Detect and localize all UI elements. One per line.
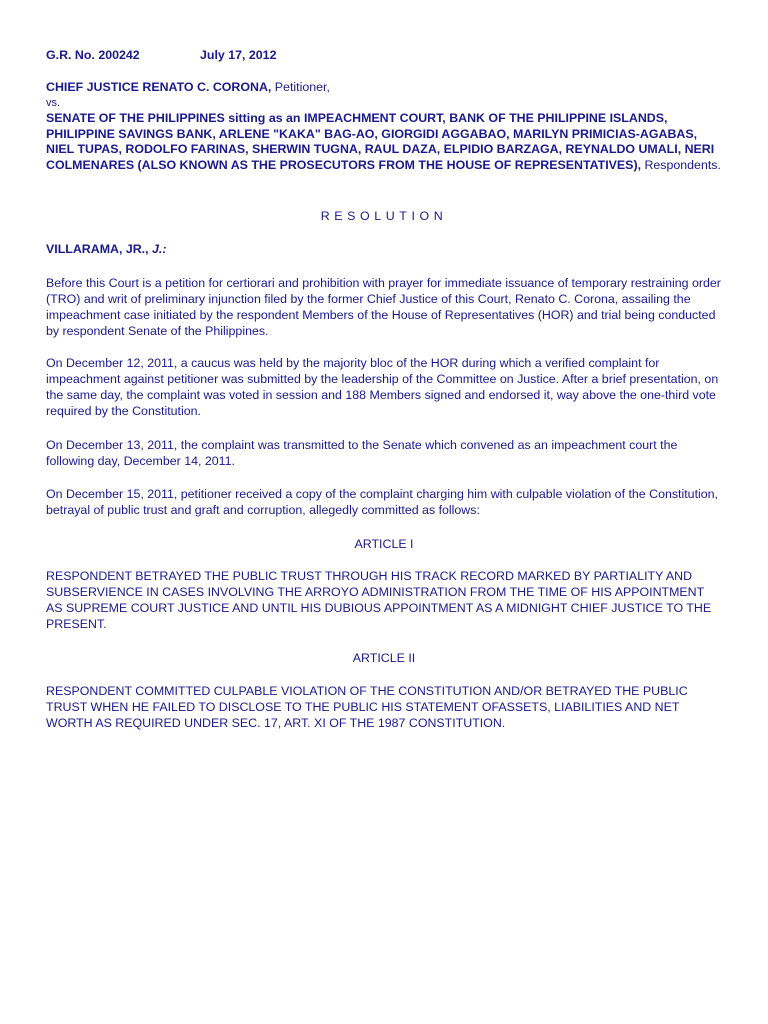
article-text: RESPONDENT BETRAYED THE PUBLIC TRUST THROUGH HIS TRACK RECORD MARKED BY PARTIALITY AND SUBSERVIENCE IN CASES INVOLVING THE ARROYO ADMINISTRATION FROM THE TIME OF HIS APPOINTMENT AS SUPREME COURT JUSTICE AND UNTIL HIS DUBIOUS APPOINTMENT AS A MIDNIGHT CHIEF JUSTICE TO THE PRESENT. <box>46 569 712 631</box>
document-title: RESOLUTION <box>320 209 448 223</box>
paragraph: On December 13, 2011, the complaint was transmitted to the Senate which convened as an impeachment court the following day, December 14, 2011. <box>46 438 678 468</box>
versus-line: vs. <box>46 97 61 109</box>
petitioner-line <box>46 79 722 95</box>
article-heading: ARTICLE I <box>354 537 414 551</box>
case-header <box>46 47 277 63</box>
case-number: G.R. No. 200242 <box>46 48 140 62</box>
respondents-role: Respondents. <box>641 157 721 172</box>
petitioner-role: Petitioner, <box>271 80 330 94</box>
respondents-names: SENATE OF THE PHILIPPINES sitting as an IMPEACHMENT COURT, BANK OF THE PHILIPPINE ISLANDS, PHILIPPINE SAVINGS BANK, ARLENE "KAKA" BAG-AO, GIORGIDI AGGABAO, MARILYN PRIMICIAS-AGABAS, NIEL TUPAS, RODOLFO FARINAS, SHERWIN TUGNA, RAUL DAZA, ELPIDIO BARZAGA, REYNALDO UMALI, NERI COLMENARES (ALSO KNOWN AS THE PROSECUTORS FROM THE HOUSE OF REPRESENTATIVES), <box>46 111 715 172</box>
paragraph: On December 12, 2011, a caucus was held by the majority bloc of the HOR during which a verified complaint for impeachment against petitioner was submitted by the leadership of the Committee on Justice. After a brief presentation, on the same day, the complaint was voted in session and 188 Members signed and endorsed it, way above the one-third vote required by the Constitution. <box>46 356 719 418</box>
respondents-block <box>46 111 722 173</box>
ponente-suffix: J.: <box>152 242 167 256</box>
ponente-name: VILLARAMA, JR., <box>46 242 153 256</box>
article-text: RESPONDENT COMMITTED CULPABLE VIOLATION OF THE CONSTITUTION AND/OR BETRAYED THE PUBLIC TRUST WHEN HE FAILED TO DISCLOSE TO THE PUBLIC HIS STATEMENT OFASSETS, LIABILITIES AND NET WORTH AS REQUIRED UNDER SEC. 17, ART. XI OF THE 1987 CONSTITUTION. <box>46 684 688 730</box>
petitioner-name: CHIEF JUSTICE RENATO C. CORONA, <box>46 80 272 94</box>
paragraph: Before this Court is a petition for certiorari and prohibition with prayer for immediate issuance of temporary restraining order (TRO) and writ of preliminary injunction filed by the former Chief Justice of this Court, Renato C. Corona, assailing the impeachment case initiated by the respondent Members of the House of Representatives (HOR) and trial being conducted by respondent Senate of the Philippines. <box>46 276 721 338</box>
paragraph: On December 15, 2011, petitioner received a copy of the complaint charging him with culpable violation of the Constitution, betrayal of public trust and graft and corruption, allegedly committed as follows: <box>46 487 718 517</box>
ponente-line <box>46 241 722 257</box>
article-heading: ARTICLE II <box>352 651 416 665</box>
decision-date: July 17, 2012 <box>200 48 277 62</box>
